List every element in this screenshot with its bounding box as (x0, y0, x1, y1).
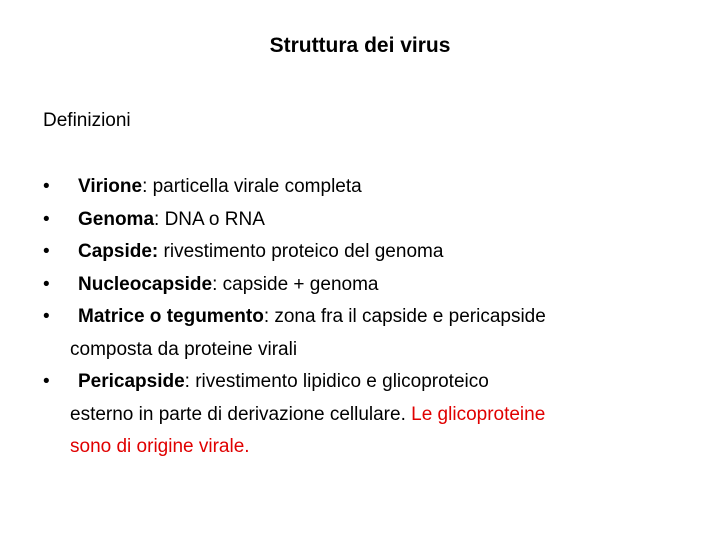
bullet-icon: • (43, 306, 50, 327)
definition-text: : capside + genoma (212, 273, 379, 295)
bullet-icon: • (43, 176, 50, 197)
bullet-icon: • (43, 208, 50, 230)
term-capside: Capside: (78, 241, 159, 262)
definition-text: : particella virale completa (142, 176, 362, 197)
definition-continuation: composta da proteine virali (70, 338, 298, 360)
bullet-icon: • (43, 273, 50, 295)
term-nucleocapside: Nucleocapside (78, 273, 213, 295)
term-genoma: Genoma (78, 208, 155, 230)
definition-text: rivestimento proteico del genoma (158, 241, 444, 262)
slide-title: Struttura dei virus (269, 34, 451, 57)
highlighted-text: sono di origine virale. (70, 436, 250, 457)
section-heading: Definizioni (43, 110, 131, 131)
term-matrice: Matrice o tegumento (78, 306, 264, 327)
list-item (43, 269, 703, 302)
definition-continuation: esterno in parte di derivazione cellulare. (70, 403, 412, 425)
list-item (43, 366, 703, 464)
definition-text: : DNA o RNA (154, 208, 265, 230)
list-item (43, 204, 703, 237)
definition-text: : rivestimento lipidico e glicoproteico (184, 371, 489, 392)
bullet-icon: • (43, 241, 50, 262)
list-item (43, 236, 703, 269)
term-virione: Virione (78, 176, 143, 197)
highlighted-text: Le glicoproteine (411, 403, 546, 425)
list-item (43, 171, 703, 204)
term-pericapside: Pericapside (78, 371, 185, 392)
bullet-icon: • (43, 371, 50, 392)
definitions-list (43, 171, 703, 464)
definition-text: : zona fra il capside e pericapside (263, 306, 546, 327)
list-item (43, 301, 703, 366)
